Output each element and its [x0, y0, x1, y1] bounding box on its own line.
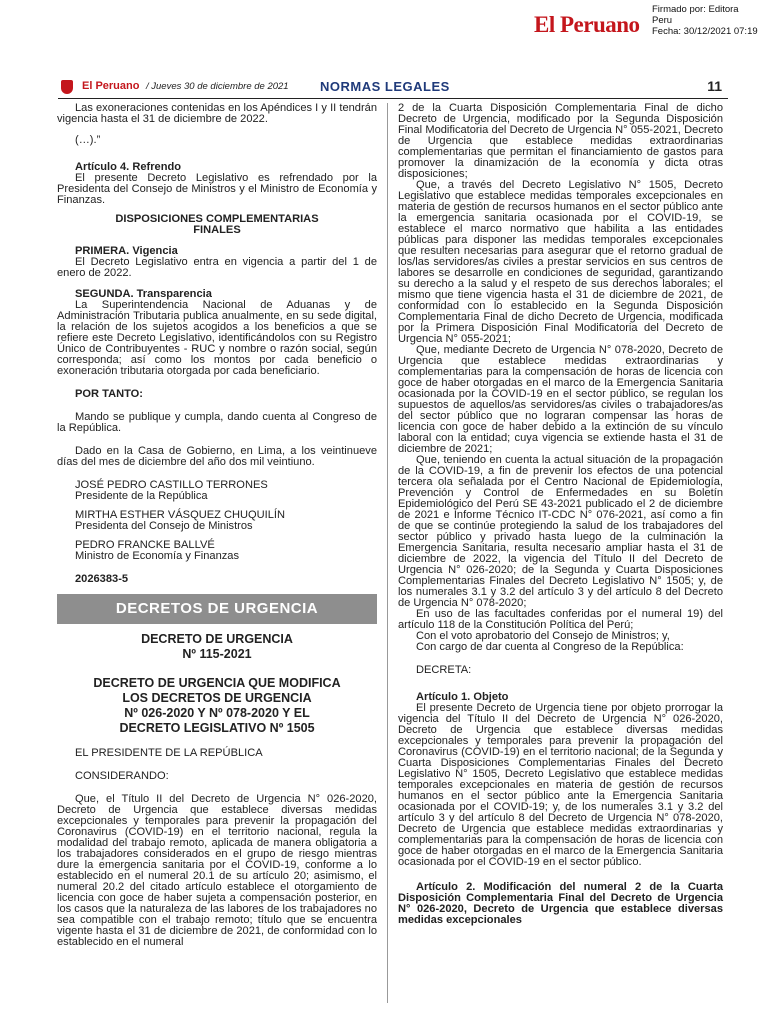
signatory-name: MIRTHA ESTHER VÁSQUEZ CHUQUILÍN: [75, 509, 285, 521]
document-code: 2026383-5: [75, 573, 129, 585]
paragraph: El Decreto Legislativo entra en vigencia a partir del 1 de enero de 2022.: [57, 256, 377, 279]
paragraph: 2 de la Cuarta Disposición Complementaria Final de dicho Decreto de Urgencia, modificado por la Segunda Disposición Final Modificatoria del Decreto de Urgencia N° 055-2021, Decreto de Urgencia que establece medidas extraordinarias complementarias que permitan el financiamiento de gastos para promover la dinamización de la economía y dicta otras disposiciones;: [398, 102, 723, 180]
paragraph: El presente Decreto de Urgencia tiene por objeto prorrogar la vigencia del Título II del Decreto de Urgencia N° 026-2020, Decreto de Urgencia que establece diversas medidas excepcionales y temporales para prevenir la propagación del Coronavirus (COVID-19) en el territorio nacional; de la Segunda y Cuarta Disposiciones Complementarias Finales del Decreto Legislativo N° 1505, Decreto Legislativo que establece medidas temporales excepcionales en materia de gestión de recursos humanos en el sector público ante la Emergencia Sanitaria ocasionada por el COVID-19; y, de los numerales 3.1 y 3.2 del artículo 3 y del artículo 8 del Decreto de Urgencia N° 078-2020, Decreto de Urgencia que establece medidas extraordinarias y complementarias para la compensación de horas de licencia con goce de haber otorgadas en el marco de la Emergencia Sanitaria ocasionada por el COVID-19 en el sector público.: [398, 702, 723, 868]
paragraph: Con el voto aprobatorio del Consejo de Ministros; y,: [416, 630, 670, 642]
signatory-role: Ministro de Economía y Finanzas: [75, 550, 240, 562]
signatory-role: Presidente de la República: [75, 490, 208, 502]
paragraph: CONSIDERANDO:: [75, 770, 169, 782]
article-heading: Artículo 2. Modificación del numeral 2 de la Cuarta Disposición Complementaria Final del Decreto de Urgencia N° 026-2020, Decreto de Urgencia que establece diversas medidas excepcionales: [398, 881, 723, 926]
decree-title: Nº 026-2020 Y Nº 078-2020 Y EL: [124, 706, 310, 720]
page-header: [58, 76, 728, 99]
paragraph: Mando se publique y cumpla, dando cuenta al Congreso de la República.: [57, 411, 377, 434]
right-column: [398, 103, 723, 926]
signatory-role: Presidenta del Consejo de Ministros: [75, 520, 253, 532]
article-heading: PRIMERA. Vigencia: [75, 245, 178, 257]
decree-number: Nº 115-2021: [182, 647, 252, 661]
section-heading: POR TANTO:: [75, 388, 143, 400]
paragraph: EL PRESIDENTE DE LA REPÚBLICA: [75, 747, 263, 759]
decree-title: LOS DECRETOS DE URGENCIA: [122, 691, 312, 705]
paragraph: DECRETA:: [416, 664, 472, 676]
decree-title: DECRETO LEGISLATIVO Nº 1505: [119, 721, 315, 735]
digital-signature-stamp: [534, 4, 768, 40]
article-heading: Artículo 4. Refrendo: [75, 161, 182, 173]
signatory-name: PEDRO FRANCKE BALLVÉ: [75, 539, 215, 551]
article-heading: Artículo 1. Objeto: [416, 691, 509, 703]
paragraph: (…).”: [75, 134, 101, 146]
header-date: / Jueves 30 de diciembre de 2021: [146, 81, 289, 92]
paragraph: Dado en la Casa de Gobierno, en Lima, a los veintinueve días del mes de diciembre del año dos mil veintiuno.: [57, 445, 377, 468]
paragraph: Que, a través del Decreto Legislativo N° 1505, Decreto Legislativo que establece medidas temporales excepcionales en materia de gestión de recursos humanos en el sector público ante la emergencia sanitaria ocasionada por el COVID-19, se establece el marco normativo que habilita a las entidades públicas para disponer las medidas temporales excepcionales que resulten necesarias para asegurar que el retorno gradual de los/las servidores/as civiles a prestar servicios en sus centros de labores se desarrolle en condiciones de seguridad, garantizando su derecho a la salud y el respeto de sus derechos laborales; el mismo que tiene vigencia hasta el 31 de diciembre de 2021, de conformidad con lo establecido en la Segunda Disposición Complementaria Final de dicho Decreto de Urgencia, modificada por la Primera Disposición Final Modificatoria del Decreto de Urgencia N° 055-2021;: [398, 179, 723, 345]
paragraph: Que, el Título II del Decreto de Urgencia N° 026-2020, Decreto de Urgencia que establece diversas medidas excepcionales y temporales para prevenir la propagación del Coronavirus (COVID-19) en el territorio nacional, regula la modalidad del trabajo remoto, aplicada de manera obligatoria a los trabajadores considerados en el grupo de riesgo mientras dure la emergencia sanitaria por el COVID-19, conforme a lo establecido en el numeral 20.1 de su artículo 20; asimismo, el numeral 20.2 del citado artículo establece el otorgamiento de licencia con goce de haber sujeta a compensación posterior, en los casos que la naturaleza de las labores de los trabajadores no sea compatible con el trabajo remoto; título que se encuentra vigente hasta el 31 de diciembre de 2021, de conformidad con lo establecido en el numeral: [57, 793, 377, 948]
left-column: [57, 103, 377, 948]
paragraph: Con cargo de dar cuenta al Congreso de la República:: [416, 641, 684, 653]
column-divider: [387, 103, 388, 1003]
paragraph: La Superintendencia Nacional de Aduanas y de Administración Tributaria publica anualmente, en su sede digital, la relación de los sujetos acogidos a los beneficios a que se refiere este Decreto Legislativo, identificándolos con su Registro Único de Contribuyentes - RUC y nombre o razón social, según corresponda; así como los montos por cada beneficio o exoneración tributaria otorgada por cada beneficiario.: [57, 299, 377, 377]
article-heading: SEGUNDA. Transparencia: [75, 288, 212, 300]
section-heading: DISPOSICIONES COMPLEMENTARIAS FINALES: [115, 213, 319, 236]
page-number: 11: [707, 78, 722, 94]
paragraph: Que, teniendo en cuenta la actual situación de la propagación de la COVID-19, a fin de prevenir los efectos de una potencial tercera ola señalada por el Centro Nacional de Epidemiología, Prevención y Control de Enfermedades en su Boletín Epidemiológico del Perú SE 43-2021 publicado el 2 de diciembre de 2021 e Informe Técnico IT-CDC N° 076-2021, así como a fin de que se continúe protegiendo la salud de los trabajadores del sector público y privado hasta luego de la culminación la Emergencia Sanitaria, resulta necesario ampliar hasta el 31 de diciembre de 2022, la vigencia del Título II del Decreto de Urgencia N° 026-2020; de la Segunda y Cuarta Disposiciones Complementarias Finales del Decreto Legislativo N° 1505; y, de los numerales 3.1 y 3.2 del artículo 3 y del artículo 8 del Decreto de Urgencia N° 078-2020;: [398, 454, 723, 609]
header-section: NORMAS LEGALES: [320, 79, 450, 94]
signature-text: Firmado por: Editora Peru Fecha: 30/12/2021 07:19: [652, 4, 758, 37]
signature-logo: El Peruano: [534, 12, 640, 37]
paragraph: Que, mediante Decreto de Urgencia N° 078-2020, Decreto de Urgencia que establece medidas extraordinarias y complementarias para la compensación de horas de licencia con goce de haber otorgadas en el marco de la Emergencia Sanitaria ocasionada por la COVID-19 en el sector público, se regulan los supuestos de aquellos/as servidores/as civiles o trabajadores/as del sector público que no lograran compensar las horas de licencia con goce de haber debido a la extinción de su vínculo laboral con la entidad; cuya vigencia se extiende hasta el 31 de diciembre de 2021;: [398, 344, 723, 455]
paragraph: Las exoneraciones contenidas en los Apéndices I y II tendrán vigencia hasta el 31 de diciembre de 2022.: [57, 102, 377, 125]
paragraph: El presente Decreto Legislativo es refrendado por la Presidenta del Consejo de Ministros y el Ministro de Economía y Finanzas.: [57, 172, 377, 206]
decree-number: DECRETO DE URGENCIA: [141, 632, 293, 646]
section-banner: DECRETOS DE URGENCIA: [57, 594, 377, 624]
paragraph: En uso de las facultades conferidas por el numeral 19) del artículo 118 de la Constitución Política del Perú;: [398, 608, 723, 631]
signatory-name: JOSÉ PEDRO CASTILLO TERRONES: [75, 479, 268, 491]
header-brand: El Peruano: [82, 80, 140, 92]
decree-title: DECRETO DE URGENCIA QUE MODIFICA: [93, 676, 341, 690]
coat-of-arms-icon: [58, 78, 76, 96]
